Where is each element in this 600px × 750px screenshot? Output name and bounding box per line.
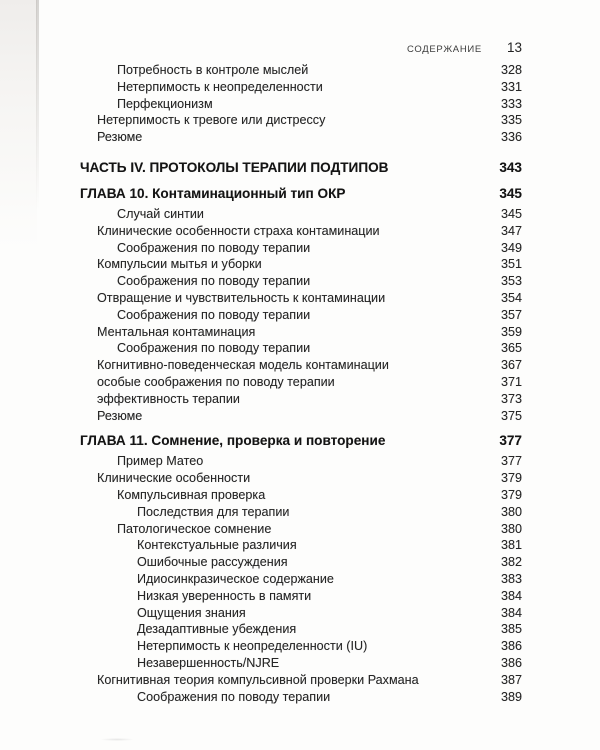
toc-entry-page: 380 [500,504,522,519]
toc-entry-page: 347 [500,223,522,238]
toc-part-heading-row [80,159,522,177]
toc-row [80,655,522,672]
toc-entry-label: эффективность терапии [97,391,240,406]
toc-row [80,504,522,521]
toc-row [80,453,522,470]
toc-entry-page: 384 [500,588,522,603]
toc-row [80,256,522,273]
toc-row [80,324,522,341]
toc-row [80,206,522,223]
toc-row [80,571,522,588]
toc-row [80,689,522,706]
toc-entry-label: Отвращение и чувствительность к контаминации [97,290,386,305]
toc-entry-label: Нетерпимость к неопределенности [117,79,323,94]
toc-row [80,521,522,538]
toc-entry-label: Компульсивная проверка [117,487,266,502]
toc-row [80,374,522,391]
toc-entry-page: 385 [500,622,522,637]
toc-chapter-heading-row [80,432,522,450]
toc-entry-label: особые соображения по поводу терапии [97,374,335,389]
toc-entry-page: 389 [500,689,522,704]
toc-row [80,273,522,290]
page-edge-line [36,0,39,210]
page-header [80,40,522,55]
toc-entry-page: 365 [500,341,522,356]
toc-entry-page: 349 [500,240,522,255]
toc-entry-label: Когнитивно-поведенческая модель контаминации [97,358,389,373]
toc-entry-label: Нетерпимость к неопределенности (IU) [137,639,368,654]
toc-row [80,223,522,240]
toc-row [80,672,522,689]
toc-entry-page: 387 [500,672,522,687]
toc-row [80,79,522,96]
toc-entry-page: 335 [500,113,522,128]
toc-entry-page: 351 [500,257,522,272]
toc-entry-label: Ощущения знания [137,605,246,620]
toc-row [80,588,522,605]
toc-entry-label: Низкая уверенность в памяти [137,588,312,603]
toc-entry-page: 379 [500,487,522,502]
toc-entry-page: 367 [500,358,522,373]
toc-entry-page: 328 [500,63,522,77]
toc-entry-label: Когнитивная теория компульсивной проверки Рахмана [97,672,419,687]
page-number: 13 [506,40,522,55]
toc-entry-label: Случай синтии [117,206,204,221]
toc-row [80,340,522,357]
toc-row [80,487,522,504]
toc-row [80,290,522,307]
toc-entry-page: 382 [500,555,522,570]
toc-entry-label: ГЛАВА 10. Контаминационный тип ОКР [80,185,346,201]
toc-row [80,129,522,146]
toc-row [80,638,522,655]
toc-entry-label: Перфекционизм [117,96,213,111]
running-title: СОДЕРЖАНИЕ [407,44,482,55]
toc-row [80,408,522,425]
toc-row [80,470,522,487]
toc-entry-page: 345 [500,206,522,221]
toc-row [80,96,522,113]
toc-entry-page: 353 [500,274,522,289]
toc-entry-label: Соображения по поводу терапии [117,274,311,289]
toc-entry-label: Соображения по поводу терапии [137,689,331,704]
toc-entry-label: Идиосинкразическое содержание [137,571,334,586]
toc-entry-page: 331 [500,79,522,94]
toc-entry-page: 375 [500,408,522,423]
toc-entry-page: 377 [499,433,522,449]
toc-entry-page: 371 [500,374,522,389]
toc-entry-label: Компульсии мытья и уборки [97,257,262,272]
toc-entry-label: Ошибочные рассуждения [137,555,288,570]
toc-entry-page: 373 [500,391,522,406]
toc-row [80,554,522,571]
toc-entry-label: Нетерпимость к тревоге или дистрессу [97,113,326,128]
toc-entry-label: Последствия для терапии [137,504,290,519]
toc-entry-label: Клинические особенности [97,471,251,486]
toc-entry-page: 381 [500,538,522,553]
toc-entry-label: Ментальная контаминация [97,324,256,339]
toc-entry-label: Потребность в контроле мыслей [117,63,309,77]
toc-entry-label: Незавершенность/NJRE [137,655,280,670]
toc-entry-page: 343 [499,159,522,175]
toc-entry-page: 383 [500,571,522,586]
toc-entry-label: ЧАСТЬ IV. ПРОТОКОЛЫ ТЕРАПИИ ПОДТИПОВ [80,159,389,175]
toc-row [80,537,522,554]
toc-entry-page: 377 [500,454,522,469]
toc-entry-label: ГЛАВА 11. Сомнение, проверка и повторение [80,433,386,449]
table-of-contents [80,62,522,705]
toc-row [80,621,522,638]
toc-entry-page: 357 [500,307,522,322]
toc-row [80,62,522,79]
toc-entry-label: Соображения по поводу терапии [117,341,311,356]
toc-entry-page: 345 [499,185,522,201]
toc-entry-page: 354 [500,290,522,305]
toc-row [80,307,522,324]
toc-row [80,357,522,374]
toc-entry-label: Контекстуальные различия [137,538,297,553]
toc-entry-page: 379 [500,471,522,486]
toc-entry-label: Пример Матео [117,454,204,469]
toc-row [80,112,522,129]
toc-entry-page: 359 [500,324,522,339]
toc-row [80,605,522,622]
toc-entry-page: 336 [500,130,522,145]
toc-entry-label: Дезадаптивные убеждения [137,622,297,637]
toc-entry-label: Резюме [97,408,143,423]
toc-entry-page: 333 [500,96,522,111]
toc-entry-label: Клинические особенности страха контаминации [97,223,380,238]
toc-entry-page: 386 [500,639,522,654]
page-edge-shade [0,0,37,250]
toc-entry-page: 380 [500,521,522,536]
toc-entry-label: Соображения по поводу терапии [117,307,311,322]
toc-entry-label: Резюме [97,130,143,145]
scan-smudge [100,738,134,741]
toc-row [80,391,522,408]
toc-chapter-heading-row [80,185,522,203]
toc-entry-label: Соображения по поводу терапии [117,240,311,255]
toc-row [80,240,522,257]
toc-entry-label: Патологическое сомнение [117,521,272,536]
toc-entry-page: 386 [500,655,522,670]
toc-entry-page: 384 [500,605,522,620]
